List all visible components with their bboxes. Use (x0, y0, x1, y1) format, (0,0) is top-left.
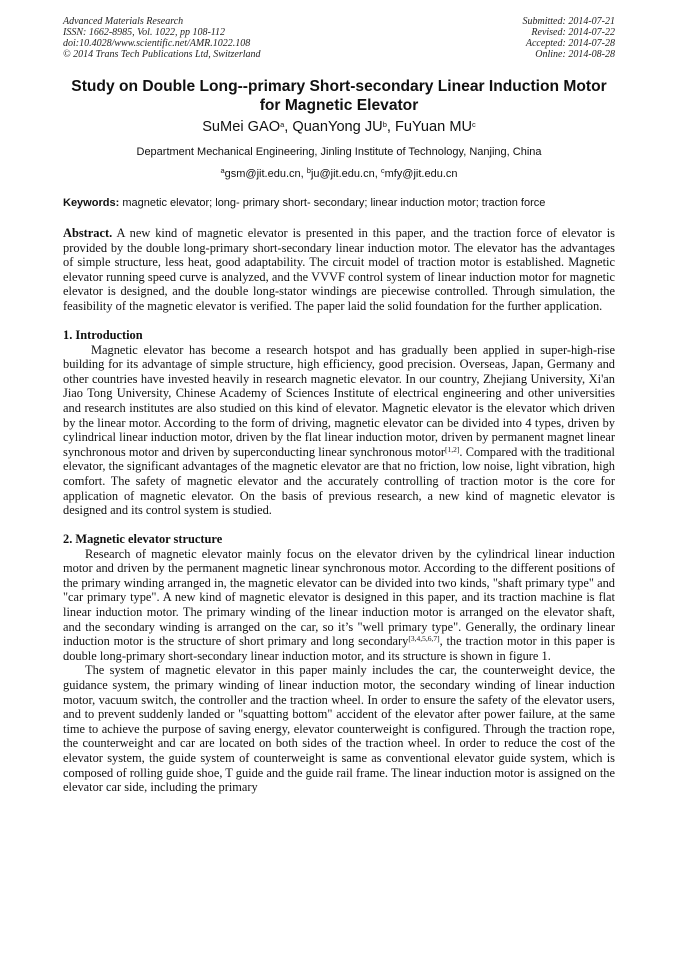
section-introduction (63, 328, 615, 518)
section-heading: 1. Introduction (63, 327, 143, 342)
journal-doi: doi:10.4028/www.scientific.net/AMR.1022.108 (63, 38, 251, 49)
author-affil-mark: a (280, 120, 285, 129)
keywords-text: magnetic elevator; long- primary short- secondary; linear induction motor; traction force (122, 197, 546, 209)
email-separator: , (374, 168, 381, 180)
paragraph (63, 343, 615, 518)
paragraph-text: Magnetic elevator has become a research hotspot and has gradually been applied in super-high-rise building for its advantage of simple structure, high efficiency, good precision. Overseas, Japan, Germany and other countries have invested heavily in research magnetic elevator. In our country, Zhejiang University, Xi'an Jiao Tong University, Chinese Academy of Sciences Institute of electrical engineering and other universities and research institutes are also studied on this kind of elevator. Magnetic elevator is the elevator which driven by the linear motor. According to the form of driving, magnetic elevator can be divided into 4 types, driven by cylindrical linear induction motor, driven by the flat linear induction motor, driven by permanent magnet linear synchronous motor and driven by superconducting linear synchronous motor (63, 342, 615, 459)
email-mark: b (306, 166, 311, 175)
date-submitted: Submitted: 2014-07-21 (522, 16, 615, 27)
author-separator: , (284, 119, 293, 135)
author-list (63, 118, 615, 137)
affiliation: Department Mechanical Engineering, Jinling Institute of Technology, Nanjing, China (136, 146, 542, 158)
email-mark: a (220, 166, 225, 175)
email-list (63, 167, 615, 181)
email-separator: , (300, 168, 307, 180)
author-name: SuMei GAO (202, 119, 281, 135)
abstract-text: A new kind of magnetic elevator is presented in this paper, and the traction force of elevator is provided by the double long-primary short-secondary linear induction motor. The elevator has the advantages of simple structure, less heat, good adaptability. The circuit model of traction motor is established. Magnetic elevator running speed curve is analyzed, and the VVVF control system of linear induction motor for magnetic elevator is designed, and the double long-stator windings are piecewise controlled. Through simulation, the feasibility of the magnetic elevator is verified. The paper laid the solid foundation for the further application. (63, 226, 615, 313)
author-separator: , (386, 119, 395, 135)
date-online: Online: 2014-08-28 (535, 49, 615, 60)
email-address: gsm@jit.edu.cn (224, 168, 301, 180)
email-address: mfy@jit.edu.cn (384, 168, 458, 180)
paragraph-text: , the traction motor in this paper is double long-primary short-secondary linear induction motor, and its structure is shown in figure 1. (63, 634, 615, 663)
author-affil-mark: c (472, 120, 476, 129)
citation: [3,4,5,6,7] (408, 634, 440, 644)
author-affil-mark: b (382, 120, 387, 129)
journal-issn: ISSN: 1662-8985, Vol. 1022, pp 108-112 (63, 27, 226, 38)
keywords-label: Keywords: (63, 197, 120, 209)
paragraph-text: . Compared with the traditional elevator, the significant advantages of the magnetic elevator are that no friction, low noise, light vibration, high comfort. The safety of magnetic elevator and the accurately controlling of traction motor is the core for application of magnetic elevator. On the basis of previous research, a new kind of magnetic elevator is designed and its control system is studied. (63, 444, 615, 518)
abstract-label: Abstract. (63, 226, 113, 240)
section-heading: 2. Magnetic elevator structure (63, 531, 223, 546)
date-revised: Revised: 2014-07-22 (531, 27, 615, 38)
date-accepted: Accepted: 2014-07-28 (525, 38, 615, 49)
author-name: FuYuan MU (394, 119, 473, 135)
author-name: QuanYong JU (292, 119, 383, 135)
journal-name: Advanced Materials Research (63, 16, 184, 27)
abstract (63, 226, 615, 314)
publication-dates (523, 16, 616, 60)
paragraph-text: Research of magnetic elevator mainly focus on the elevator driven by the cylindrical linear induction motor and driven by the permanent magnetic linear synchronous motor. According to the different positions of the primary winding arranged in, the magnetic elevator can be divided into two kinds, "shaft primary type" and "car primary type". A new kind of magnetic elevator is designed in this paper, and its traction machine is flat linear induction motor. The primary winding of the linear induction motor is arranged on the elevator shaft, and the secondary winding is arranged on the car, so it’s "well primary type". Generally, the ordinary linear induction motor is the structure of short primary and long secondary (63, 546, 615, 649)
journal-copyright: © 2014 Trans Tech Publications Ltd, Switzerland (63, 49, 261, 60)
section-structure (63, 532, 615, 795)
paragraph (63, 547, 615, 664)
journal-header (63, 16, 615, 60)
citation: [1,2] (445, 444, 460, 454)
paper-title: Study on Double Long--primary Short-secondary Linear Induction Motor for Magnetic Elevator (71, 78, 607, 114)
email-address: ju@jit.edu.cn (310, 168, 375, 180)
paragraph: The system of magnetic elevator in this paper mainly includes the car, the counterweight device, the guidance system, the primary winding of linear induction motor, the secondary winding of linear induction motor, vacuum switch, the controller and the traction wheel. In order to ensure the safety of the elevator users, and to prevent suddenly landed or "squatting bottom" accident of the elevator after power failure, at the same time to achieve the purpose of saving energy, elevator counterweight is configured. Through the traction rope, the counterweight and car are located on both sides of the traction wheel. In order to reduce the cost of the elevator system, the guide system of counterweight is same as conventional elevator guide system, which is composed of rolling guide shoe, T guide and the guide rail frame. The linear induction motor is assigned on the elevator car side, including the primary (63, 663, 615, 795)
email-mark: c (380, 166, 385, 175)
keywords (63, 196, 615, 210)
journal-info (63, 16, 261, 60)
